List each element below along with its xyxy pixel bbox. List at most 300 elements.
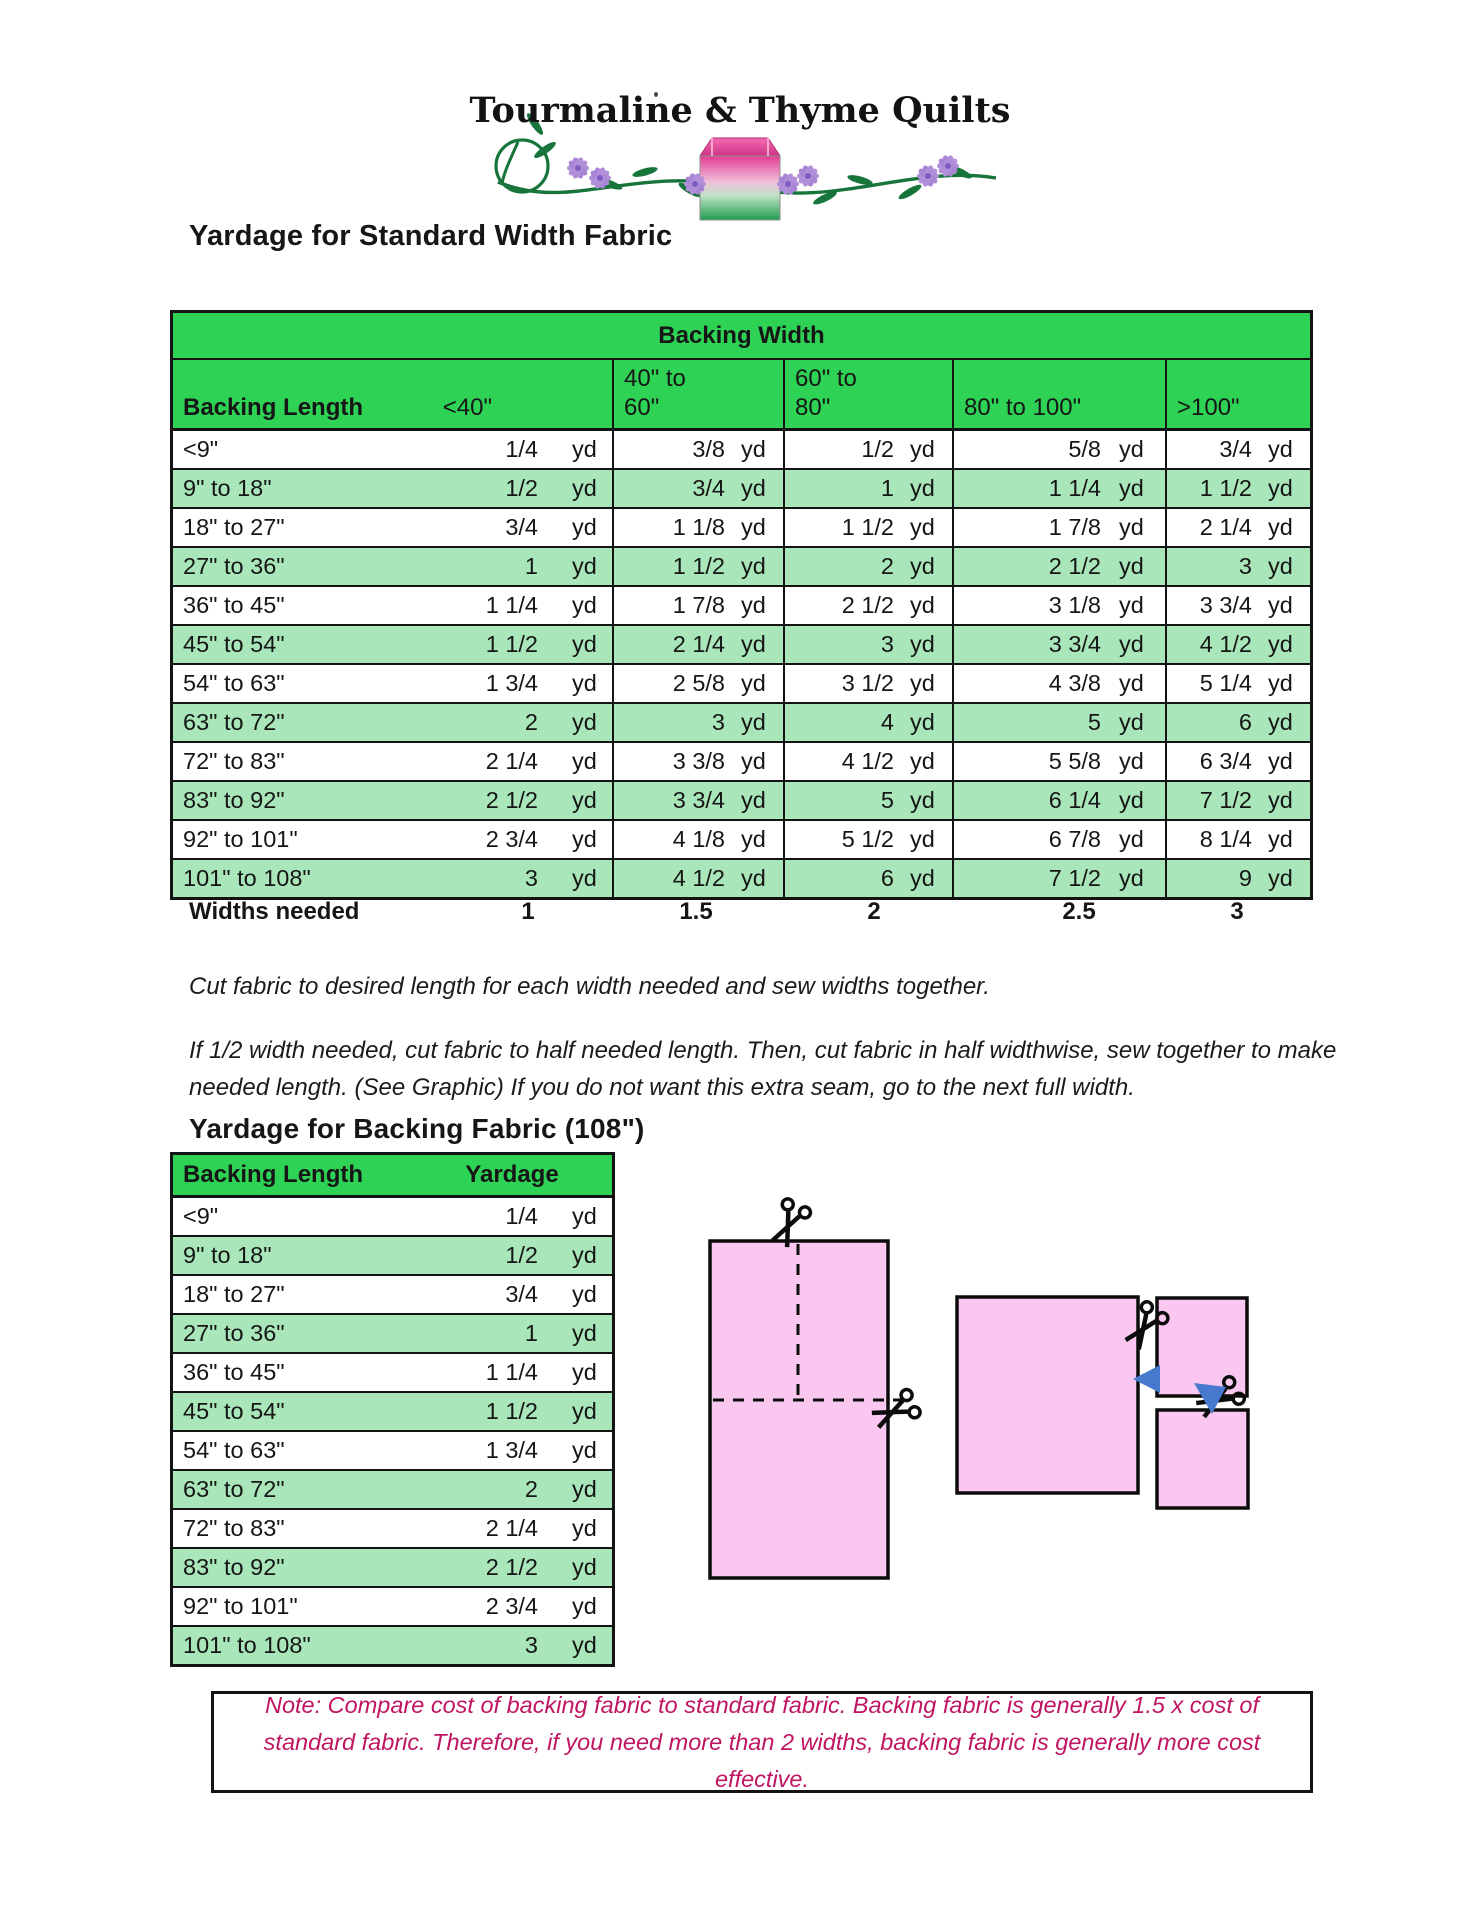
unit-label: yd (741, 553, 766, 579)
cell-value: 1 1/2 (485, 631, 538, 657)
unit-label: yd (741, 826, 766, 852)
cell-value: 2 3/4 (485, 826, 538, 852)
table-cell (173, 1198, 612, 1235)
cell-value: 3 3/4 (1199, 592, 1252, 618)
unit-label: yd (1268, 631, 1293, 657)
table-row (173, 663, 1310, 702)
table-row (173, 585, 1310, 624)
cell-value: 4 1/2 (841, 748, 894, 774)
cell-value: 1 1/8 (672, 514, 725, 540)
table-cell (612, 548, 783, 585)
table-cell (1165, 548, 1310, 585)
table-cell (173, 509, 612, 546)
table-cell (783, 860, 952, 897)
cell-value: 3/4 (1219, 436, 1252, 462)
table-cell (612, 782, 783, 819)
cell-value: 3 3/4 (672, 787, 725, 813)
table-cell (612, 470, 783, 507)
widths-needed-2-5: 2.5 (1062, 898, 1096, 925)
table-cell (783, 821, 952, 858)
unit-label: yd (741, 475, 766, 501)
cell-value: 6 (1238, 709, 1252, 735)
cell-value: 2 3/4 (485, 1593, 538, 1619)
cell-value: 1 (524, 553, 538, 579)
table-row (173, 858, 1310, 897)
row-label: 54" to 63" (183, 670, 285, 696)
table-cell (952, 587, 1165, 624)
cell-value: 1 1/4 (1048, 475, 1101, 501)
table-cell (1165, 743, 1310, 780)
cell-value: 4 1/8 (672, 826, 725, 852)
table-cell (1165, 431, 1310, 468)
unit-label: yd (1268, 514, 1293, 540)
col-header-gt100 (1165, 360, 1310, 428)
unit-label: yd (572, 670, 597, 696)
unit-label: yd (1119, 436, 1144, 462)
row-label: 18" to 27" (183, 514, 285, 540)
col-header-60-80 (783, 360, 952, 428)
unit-label: yd (1268, 865, 1293, 891)
cell-value: 2 (524, 709, 538, 735)
row-label: 63" to 72" (183, 709, 285, 735)
widths-needed-3: 3 (1230, 898, 1244, 925)
unit-label: yd (572, 1593, 597, 1619)
unit-label: yd (572, 1203, 597, 1229)
unit-label: yd (910, 592, 935, 618)
cell-value: 4 1/2 (1199, 631, 1252, 657)
table-cell (173, 587, 612, 624)
table-cell (783, 509, 952, 546)
unit-label: yd (910, 436, 935, 462)
table-cell (783, 587, 952, 624)
cell-value: 2 1/4 (485, 748, 538, 774)
row-label: 36" to 45" (183, 1359, 285, 1385)
table-cell (173, 782, 612, 819)
table-cell (173, 1510, 612, 1547)
instruction-paragraph-1: Cut fabric to desired length for each width needed and sew widths together. (189, 973, 990, 1000)
cell-value: 2 1/2 (485, 787, 538, 813)
unit-label: yd (1119, 475, 1144, 501)
row-label: 72" to 83" (183, 1515, 285, 1541)
unit-label: yd (1119, 553, 1144, 579)
cell-value: 5/8 (1068, 436, 1101, 462)
table-row (173, 1547, 612, 1586)
cell-value: 3 3/8 (672, 748, 725, 774)
table-row (173, 1235, 612, 1274)
unit-label: yd (572, 592, 597, 618)
table-cell (173, 1432, 612, 1469)
unit-label: yd (1119, 826, 1144, 852)
col-header-40-60-line2: 60" (624, 394, 660, 421)
unit-label: yd (572, 1515, 597, 1541)
row-label: 54" to 63" (183, 1437, 285, 1463)
row-label: 45" to 54" (183, 1398, 285, 1424)
table-cell (1165, 782, 1310, 819)
unit-label: yd (572, 865, 597, 891)
unit-label: yd (1119, 592, 1144, 618)
unit-label: yd (572, 514, 597, 540)
table-row (173, 431, 1310, 468)
cell-value: 2 (524, 1476, 538, 1502)
backing-width-band (173, 313, 1310, 360)
widths-needed-1-5: 1.5 (679, 898, 713, 925)
unit-label: yd (910, 787, 935, 813)
table-cell (952, 470, 1165, 507)
standard-width-table (170, 310, 1313, 900)
table-row (173, 1313, 612, 1352)
unit-label: yd (741, 709, 766, 735)
cell-value: 1 7/8 (672, 592, 725, 618)
table-cell (952, 626, 1165, 663)
unit-label: yd (1119, 865, 1144, 891)
unit-label: yd (910, 826, 935, 852)
table-row (173, 780, 1310, 819)
widths-needed-2: 2 (867, 898, 881, 925)
cell-value: 1/4 (505, 1203, 538, 1229)
cell-value: 6 3/4 (1199, 748, 1252, 774)
logo (440, 80, 1040, 240)
unit-label: yd (1119, 709, 1144, 735)
table-cell (952, 548, 1165, 585)
row-label: 92" to 101" (183, 1593, 298, 1619)
note-text: Note: Compare cost of backing fabric to standard fabric. Backing fabric is generally 1.5 x cost of standard fabric. Therefore, if you need more than 2 widths, backing fabric is generally more cost effective. (263, 1691, 1261, 1792)
cell-value: 1 (880, 475, 894, 501)
cell-value: 1 7/8 (1048, 514, 1101, 540)
table-cell (783, 431, 952, 468)
unit-label: yd (572, 709, 597, 735)
col-header-60-80-line1: 60" to (795, 365, 857, 392)
unit-label: yd (572, 1554, 597, 1580)
cell-value: 1 1/2 (841, 514, 894, 540)
table-cell (173, 1549, 612, 1586)
table-cell (173, 626, 612, 663)
table-cell (173, 743, 612, 780)
row-label: 18" to 27" (183, 1281, 285, 1307)
table-cell (612, 704, 783, 741)
unit-label: yd (572, 436, 597, 462)
table-cell (783, 626, 952, 663)
unit-label: yd (741, 865, 766, 891)
table-row (173, 507, 1310, 546)
cell-value: 3 (880, 631, 894, 657)
table-cell (173, 1588, 612, 1625)
table-cell (173, 431, 612, 468)
backing-width-label: Backing Width (658, 321, 825, 349)
table-cell (952, 743, 1165, 780)
unit-label: yd (1268, 475, 1293, 501)
table-cell (783, 548, 952, 585)
cell-value: 2 1/4 (1199, 514, 1252, 540)
section2-title: Yardage for Backing Fabric (108") (189, 1113, 645, 1144)
unit-label: yd (1119, 631, 1144, 657)
row-label: 92" to 101" (183, 826, 298, 852)
unit-label: yd (572, 553, 597, 579)
backing-length-label: Backing Length (183, 394, 364, 421)
table-cell (952, 431, 1165, 468)
main-table-rows (173, 431, 1310, 897)
table-cell (952, 860, 1165, 897)
cell-value: 2 5/8 (672, 670, 725, 696)
cell-value: 4 (880, 709, 894, 735)
logo-ornament (440, 80, 1040, 240)
cell-value: 5 (880, 787, 894, 813)
unit-label: yd (1119, 787, 1144, 813)
unit-label: yd (910, 553, 935, 579)
row-label: 72" to 83" (183, 748, 285, 774)
backing-table-header-row (173, 1155, 612, 1198)
table-cell (1165, 860, 1310, 897)
unit-label: yd (572, 826, 597, 852)
table-row (173, 1198, 612, 1235)
table-cell (173, 1354, 612, 1391)
table-cell (1165, 704, 1310, 741)
cell-value: 1 3/4 (485, 1437, 538, 1463)
row-label: 63" to 72" (183, 1476, 285, 1502)
cell-value: 3 (1238, 553, 1252, 579)
cell-value: 5 1/2 (841, 826, 894, 852)
table-row (173, 1586, 612, 1625)
unit-label: yd (572, 631, 597, 657)
table-cell (952, 509, 1165, 546)
col-header-40-60 (612, 360, 783, 428)
table-cell (783, 704, 952, 741)
unit-label: yd (910, 865, 935, 891)
unit-label: yd (741, 436, 766, 462)
unit-label: yd (572, 1437, 597, 1463)
table-row (173, 624, 1310, 663)
table-cell (612, 665, 783, 702)
cell-value: 7 1/2 (1048, 865, 1101, 891)
widths-needed-1: 1 (521, 898, 535, 925)
cell-value: 5 5/8 (1048, 748, 1101, 774)
col-header-lt40: <40" (442, 394, 492, 421)
table-cell (173, 1627, 612, 1664)
table-cell (173, 704, 612, 741)
cell-value: 3 1/8 (1048, 592, 1101, 618)
yardage-header: Yardage (465, 1161, 559, 1188)
cell-value: 3/4 (505, 1281, 538, 1307)
unit-label: yd (572, 1632, 597, 1658)
cell-value: 6 (880, 865, 894, 891)
cell-value: 8 1/4 (1199, 826, 1252, 852)
row-label: 101" to 108" (183, 1632, 311, 1658)
fabric-large-panel (957, 1297, 1138, 1493)
unit-label: yd (741, 631, 766, 657)
cell-value: 3 (711, 709, 725, 735)
table-cell (173, 1237, 612, 1274)
table-cell (173, 548, 612, 585)
col-header-40-60-line1: 40" to (624, 365, 686, 392)
cell-value: 1 1/2 (672, 553, 725, 579)
unit-label: yd (1268, 748, 1293, 774)
col-header-80-100 (952, 360, 1165, 428)
unit-label: yd (1268, 709, 1293, 735)
table-row (173, 1469, 612, 1508)
cell-value: 1 1/4 (485, 1359, 538, 1385)
unit-label: yd (741, 748, 766, 774)
cell-value: 3/4 (505, 514, 538, 540)
table-row (173, 741, 1310, 780)
cell-value: 3/4 (692, 475, 725, 501)
table-cell (1165, 665, 1310, 702)
table-row (173, 1274, 612, 1313)
table-row (173, 819, 1310, 858)
col-header-gt100-label: >100" (1177, 394, 1240, 421)
row-label: 27" to 36" (183, 1320, 285, 1346)
unit-label: yd (572, 1398, 597, 1424)
table-row (173, 546, 1310, 585)
cell-value: 6 7/8 (1048, 826, 1101, 852)
table-row (173, 1430, 612, 1469)
unit-label: yd (910, 475, 935, 501)
unit-label: yd (1268, 670, 1293, 696)
table-cell (612, 626, 783, 663)
cell-value: 1 1/2 (485, 1398, 538, 1424)
unit-label: yd (1268, 787, 1293, 813)
unit-label: yd (1119, 670, 1144, 696)
cell-value: 4 1/2 (672, 865, 725, 891)
table-cell (612, 509, 783, 546)
unit-label: yd (741, 514, 766, 540)
cell-value: 3 (524, 1632, 538, 1658)
cell-value: 4 3/8 (1048, 670, 1101, 696)
unit-label: yd (572, 748, 597, 774)
note-box (211, 1691, 1313, 1793)
unit-label: yd (572, 1359, 597, 1385)
table-row (173, 702, 1310, 741)
logo-title: Tourmaline & Thyme Quilts (469, 90, 1011, 131)
table-cell (612, 587, 783, 624)
cell-value: 3 1/2 (841, 670, 894, 696)
table-cell (612, 860, 783, 897)
cell-value: 1/2 (505, 1242, 538, 1268)
cell-value: 9 (1238, 865, 1252, 891)
table-cell (612, 431, 783, 468)
row-label: 83" to 92" (183, 1554, 285, 1580)
table-row (173, 1391, 612, 1430)
table-cell (952, 821, 1165, 858)
table-cell (1165, 587, 1310, 624)
table-cell (173, 1315, 612, 1352)
unit-label: yd (910, 631, 935, 657)
table-cell (173, 665, 612, 702)
unit-label: yd (741, 670, 766, 696)
backing-table-rows (173, 1198, 612, 1664)
row-label: <9" (183, 436, 219, 462)
backing-fabric-table (170, 1152, 615, 1667)
unit-label: yd (741, 592, 766, 618)
widths-needed-label: Widths needed (189, 898, 360, 925)
cell-value: 2 1/4 (672, 631, 725, 657)
cell-value: 1/2 (505, 475, 538, 501)
cell-value: 2 1/4 (485, 1515, 538, 1541)
row-label: 27" to 36" (183, 553, 285, 579)
cell-value: 1 1/4 (485, 592, 538, 618)
unit-label: yd (910, 670, 935, 696)
table-cell (612, 821, 783, 858)
unit-label: yd (910, 709, 935, 735)
table-cell (173, 470, 612, 507)
table-cell (1165, 626, 1310, 663)
cell-value: 1 3/4 (485, 670, 538, 696)
unit-label: yd (741, 787, 766, 813)
cell-value: 1 1/2 (1199, 475, 1252, 501)
table-cell (783, 665, 952, 702)
row-label: <9" (183, 1203, 219, 1229)
cell-value: 2 1/2 (1048, 553, 1101, 579)
cell-value: 3/8 (692, 436, 725, 462)
section1-title: Yardage for Standard Width Fabric (189, 220, 673, 252)
row-label: 36" to 45" (183, 592, 285, 618)
table-cell (173, 821, 612, 858)
cell-value: 1/2 (861, 436, 894, 462)
unit-label: yd (910, 514, 935, 540)
unit-label: yd (1268, 826, 1293, 852)
table-cell (173, 1276, 612, 1313)
unit-label: yd (1268, 436, 1293, 462)
table-cell (1165, 470, 1310, 507)
table-cell (173, 860, 612, 897)
unit-label: yd (572, 475, 597, 501)
cell-value: 5 (1087, 709, 1101, 735)
unit-label: yd (572, 787, 597, 813)
table-row (173, 1508, 612, 1547)
row-label: 45" to 54" (183, 631, 285, 657)
row-label: 9" to 18" (183, 475, 272, 501)
table-cell (952, 782, 1165, 819)
row-label: 83" to 92" (183, 787, 285, 813)
table-cell (783, 743, 952, 780)
row-label: 9" to 18" (183, 1242, 272, 1268)
cell-value: 2 1/2 (841, 592, 894, 618)
main-table-header-row (173, 360, 1310, 431)
cell-value: 6 1/4 (1048, 787, 1101, 813)
table-cell (1165, 821, 1310, 858)
table-cell (952, 665, 1165, 702)
unit-label: yd (910, 748, 935, 774)
table-cell (1165, 509, 1310, 546)
table-cell (612, 743, 783, 780)
col-header-80-100-label: 80" to 100" (964, 394, 1082, 421)
unit-label: yd (1268, 592, 1293, 618)
table-cell (783, 470, 952, 507)
cutting-diagram (690, 1185, 1290, 1625)
instruction-paragraph-2: If 1/2 width needed, cut fabric to half needed length. Then, cut fabric in half widthwise, sew together to make needed length. (See Graphic) If you do not want this extra seam, go to the next full width. (189, 1037, 1337, 1101)
header-backing-length-cell (173, 360, 612, 428)
fabric-half-piece-bottom (1157, 1410, 1248, 1508)
cell-value: 7 1/2 (1199, 787, 1252, 813)
table-cell (783, 782, 952, 819)
table-cell (952, 704, 1165, 741)
cell-value: 3 3/4 (1048, 631, 1101, 657)
cell-value: 1/4 (505, 436, 538, 462)
cell-value: 2 1/2 (485, 1554, 538, 1580)
table-row (173, 468, 1310, 507)
table-cell (173, 1471, 612, 1508)
unit-label: yd (572, 1476, 597, 1502)
cell-value: 1 (524, 1320, 538, 1346)
unit-label: yd (572, 1242, 597, 1268)
unit-label: yd (572, 1281, 597, 1307)
unit-label: yd (1119, 748, 1144, 774)
table-row (173, 1352, 612, 1391)
unit-label: yd (572, 1320, 597, 1346)
cell-value: 2 (880, 553, 894, 579)
cell-value: 3 (524, 865, 538, 891)
unit-label: yd (1268, 553, 1293, 579)
col-header-60-80-line2: 80" (795, 394, 831, 421)
table-row (173, 1625, 612, 1664)
